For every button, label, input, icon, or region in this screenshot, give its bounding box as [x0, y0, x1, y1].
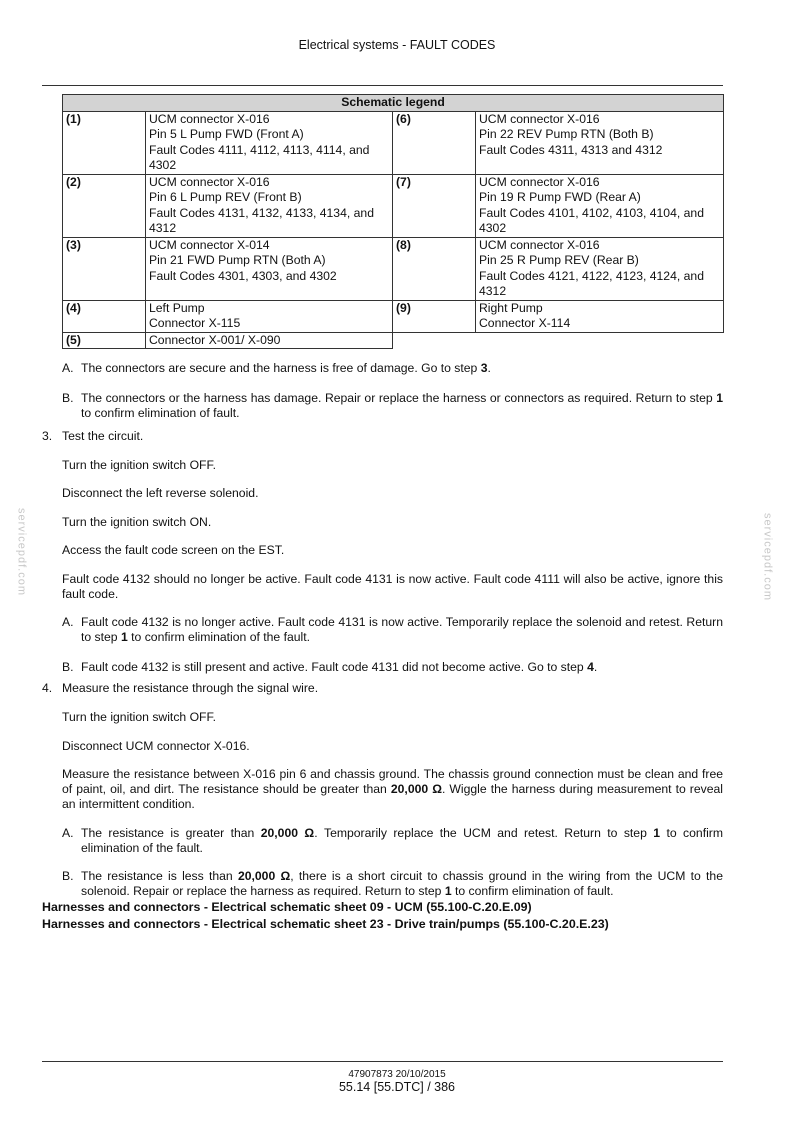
legend-line: Right Pump [479, 300, 543, 315]
legend-row [63, 111, 724, 174]
legend-row [63, 237, 724, 300]
step-number: 4. [42, 681, 53, 695]
legend-line: Fault Codes 4111, 4112, 4113, 4114, and [149, 142, 370, 157]
instruction [62, 767, 723, 812]
outcome-option [62, 660, 723, 675]
option-marker: B. [62, 391, 74, 405]
reference-link-drive-train[interactable]: Harnesses and connectors - Electrical schematic sheet 23 - Drive train/pumps (55.100-C.20.E.23) [42, 917, 609, 931]
step-number: 3. [42, 429, 53, 443]
text-run: , there is a short circuit to chassis ground in the wiring from the UCM to the solenoid. Repair or replace the harness as required. Return to step [81, 869, 723, 898]
legend-number: (6) [393, 111, 476, 174]
option-text [81, 391, 723, 421]
legend-line: Pin 21 FWD Pump RTN (Both A) [149, 253, 326, 267]
legend-line: Pin 25 R Pump REV (Rear B) [479, 253, 639, 267]
text-run: to confirm elimination of the fault. [81, 826, 723, 855]
legend-line: Connector X-114 [479, 316, 571, 330]
option-text [81, 660, 723, 675]
option-text [81, 361, 723, 376]
legend-line: Fault Codes 4101, 4102, 4103, 4104, and [479, 205, 704, 220]
legend-empty-cell [476, 332, 724, 349]
resistance-value: 20,000 Ω [390, 782, 442, 796]
legend-number: (1) [63, 111, 146, 174]
legend-line: 4312 [149, 221, 177, 235]
step-heading-text: Measure the resistance through the signal wire. [62, 681, 319, 695]
legend-title-row [63, 95, 724, 112]
legend-number: (9) [393, 300, 476, 332]
legend-number: (8) [393, 237, 476, 300]
legend-line: Fault Codes 4311, 4313 and 4312 [479, 142, 663, 157]
legend-number: (3) [63, 237, 146, 300]
legend-empty-cell [393, 332, 476, 349]
option-marker: A. [62, 361, 74, 375]
legend-description [476, 300, 724, 332]
legend-title: Schematic legend [63, 95, 724, 112]
option-text [81, 615, 723, 645]
legend-number: (7) [393, 174, 476, 237]
legend-description [146, 174, 393, 237]
text-run: The resistance is greater than [81, 826, 261, 840]
option-marker: A. [62, 826, 74, 840]
text-run: to confirm elimination of fault. [451, 884, 614, 898]
legend-line: UCM connector X-016 [149, 111, 270, 126]
step-heading [42, 681, 723, 696]
footer-document-code: 47907873 20/10/2015 [348, 1069, 446, 1080]
legend-number: (4) [63, 300, 146, 332]
outcome-option [62, 826, 723, 856]
option-text [81, 826, 723, 856]
legend-row [63, 174, 724, 237]
instruction: Turn the ignition switch OFF. [62, 458, 216, 472]
reference-links [42, 899, 609, 933]
legend-number: (5) [63, 332, 146, 349]
legend-line: 4302 [479, 221, 507, 235]
legend-line: Fault Codes 4131, 4132, 4133, 4134, and [149, 205, 374, 220]
legend-description [476, 111, 724, 174]
text-run: to confirm elimination of fault. [81, 406, 240, 420]
instruction: Disconnect the left reverse solenoid. [62, 486, 259, 500]
legend-number: (2) [63, 174, 146, 237]
legend-description [146, 332, 393, 349]
text-run: . [487, 361, 491, 375]
watermark-left: servicepdf.com [15, 508, 28, 596]
step-heading [42, 429, 723, 444]
text-run: Fault code 4132 is no longer active. Fault code 4131 is now active. Temporarily replace the solenoid and retest. Return to step [81, 615, 723, 644]
step-ref: 1 [716, 391, 723, 405]
step-ref: 4 [587, 660, 594, 674]
text-run: The connectors are secure and the harness is free of damage. Go to step [81, 361, 481, 375]
text-run: Measure the resistance between X-016 pin 6 and chassis ground. The chassis ground connection must be clean and free of paint, oil, and dirt. The resistance should be greater than [62, 767, 723, 796]
legend-line: Left Pump [149, 300, 205, 315]
legend-line: UCM connector X-016 [479, 111, 600, 126]
legend-line: Fault Codes 4121, 4122, 4123, 4124, and [479, 268, 704, 283]
legend-row [63, 300, 724, 332]
legend-description [476, 174, 724, 237]
outcome-option [62, 391, 723, 421]
option-marker: B. [62, 660, 74, 674]
instruction: Turn the ignition switch OFF. [62, 710, 216, 724]
legend-line: UCM connector X-014 [149, 237, 270, 252]
legend-line: UCM connector X-016 [149, 174, 270, 189]
instruction: Access the fault code screen on the EST. [62, 543, 285, 557]
schematic-legend-table [62, 94, 724, 349]
step-ref: 1 [444, 884, 452, 898]
legend-description [476, 237, 724, 300]
footer-page-number: 55.14 [55.DTC] / 386 [338, 1080, 456, 1094]
footer-divider [42, 1061, 723, 1062]
instruction: Turn the ignition switch ON. [62, 515, 212, 529]
step-ref: 1 [653, 826, 661, 840]
resistance-value: 20,000 Ω [260, 826, 315, 840]
legend-line: Pin 19 R Pump FWD (Rear A) [479, 190, 641, 204]
legend-row [63, 332, 724, 349]
legend-line: 4302 [149, 158, 177, 172]
instruction: Disconnect UCM connector X-016. [62, 739, 250, 753]
watermark-right: servicepdf.com [761, 513, 774, 601]
option-marker: B. [62, 869, 74, 883]
legend-line: Fault Codes 4301, 4303, and 4302 [149, 268, 337, 283]
text-run: to confirm elimination of the fault. [127, 630, 310, 644]
legend-line: Pin 5 L Pump FWD (Front A) [149, 127, 304, 141]
text-run: . [593, 660, 598, 674]
legend-description [146, 111, 393, 174]
legend-line: UCM connector X-016 [479, 237, 600, 252]
step-heading-text: Test the circuit. [62, 429, 144, 443]
instruction: Fault code 4132 should no longer be active. Fault code 4131 is now active. Fault code 4111 will also be active, ignore this fault code. [62, 572, 723, 601]
step-ref: 1 [120, 630, 128, 644]
reference-link-ucm[interactable]: Harnesses and connectors - Electrical schematic sheet 09 - UCM (55.100-C.20.E.09) [42, 900, 532, 914]
outcome-option [62, 361, 723, 376]
text-run: . Temporarily replace the UCM and retest. Return to step [314, 826, 654, 840]
legend-line: Connector X-115 [149, 316, 241, 330]
legend-description [146, 237, 393, 300]
page-header-title: Electrical systems - FAULT CODES [298, 38, 496, 52]
text-run: The resistance is less than [81, 869, 238, 883]
legend-line: Connector X-001/ X-090 [149, 332, 281, 347]
legend-line: 4312 [479, 284, 507, 298]
option-text [81, 869, 723, 899]
outcome-option [62, 869, 723, 899]
legend-description [146, 300, 393, 332]
option-marker: A. [62, 615, 74, 629]
header-divider [42, 85, 723, 86]
legend-line: Pin 22 REV Pump RTN (Both B) [479, 127, 654, 141]
legend-line: Pin 6 L Pump REV (Front B) [149, 190, 302, 204]
text-run: Fault code 4132 is still present and active. Fault code 4131 did not become active. Go to step [81, 660, 588, 674]
text-run: . Wiggle the harness during measurement to reveal an intermittent condition. [62, 782, 724, 811]
text-run: The connectors or the harness has damage. Repair or replace the harness or connectors as required. Return to step [81, 391, 717, 405]
outcome-option [62, 615, 723, 645]
resistance-value: 20,000 Ω [237, 869, 291, 883]
legend-line: UCM connector X-016 [479, 174, 600, 189]
step-ref: 3 [480, 361, 488, 375]
